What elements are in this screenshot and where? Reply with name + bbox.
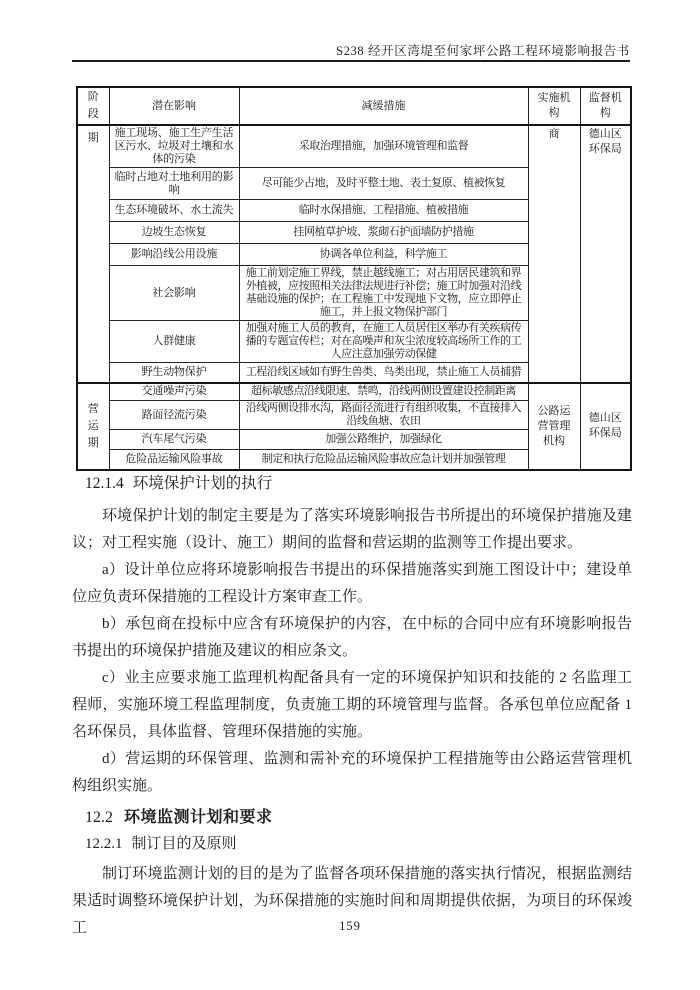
impact-cell: 生态环境破坏、水土流失 bbox=[109, 200, 239, 222]
supervisor-cell: 德山区环保局 bbox=[580, 125, 631, 383]
measure-cell: 加强公路维护，加强绿化 bbox=[239, 430, 528, 450]
col-header-phase: 阶段 bbox=[77, 87, 109, 125]
impact-cell: 危险品运输风险事故 bbox=[109, 450, 239, 470]
col-header-impact: 潜在影响 bbox=[109, 87, 239, 125]
impact-mitigation-table bbox=[76, 86, 632, 471]
section-heading-12-1-4 bbox=[85, 474, 632, 494]
paragraph: 制订环境监测计划的目的是为了监督各项环保措施的落实执行情况，根据监测结果适时调整环境保护计划，为环保措施的实施时间和周期提供依据，为项目的环保竣工 bbox=[72, 866, 632, 936]
impact-cell: 边坡生态恢复 bbox=[109, 222, 239, 244]
impact-cell: 汽车尾气污染 bbox=[109, 430, 239, 450]
impact-cell: 临时占地对土地利用的影响 bbox=[109, 168, 239, 200]
measure-cell: 采取治理措施，加强环境管理和监督 bbox=[239, 125, 528, 168]
paragraph: c）业主应要求施工监理机构配备具有一定的环境保护知识和技能的 2 名监理工程师，实施环境工程监理制度，负责施工期的环境管理与监督。各承包单位应配备 1 名环保员，具体监督、管理环保措施的实施。 bbox=[72, 670, 632, 740]
section-heading-12-2 bbox=[85, 806, 632, 829]
impact-cell: 施工现场、施工生产生活区污水、垃圾对土壤和水体的污染 bbox=[109, 125, 239, 168]
report-title: S238 经开区湾堤至何家坪公路工程环境影响报告书 bbox=[336, 44, 630, 58]
heading-title: 环境保护计划的执行 bbox=[132, 475, 273, 492]
measure-cell: 加强对施工人员的教育，在施工人员居住区举办有关疾病传播的专题宣传栏；对在高噪声和灰尘浓度较高场所工作的工人应注意加强劳动保健 bbox=[239, 321, 528, 363]
heading-number: 12.2 bbox=[85, 809, 113, 826]
phase-cell-construction: 期 bbox=[77, 125, 109, 383]
phase-cell-operation: 营运期 bbox=[77, 383, 109, 470]
impact-cell: 交通噪声污染 bbox=[109, 383, 239, 401]
section-heading-12-2-1 bbox=[85, 834, 632, 855]
document-body bbox=[72, 474, 632, 942]
heading-number: 12.1.4 bbox=[85, 475, 124, 492]
implementer-cell: 商 bbox=[528, 125, 580, 383]
page-number: 159 bbox=[339, 919, 361, 933]
impact-cell: 野生动物保护 bbox=[109, 363, 239, 383]
measure-cell: 协调各单位利益，科学施工 bbox=[239, 244, 528, 266]
implementer-cell: 公路运营管理机构 bbox=[528, 383, 580, 470]
supervisor-cell: 德山区环保局 bbox=[580, 383, 631, 470]
measure-cell: 挂网植草护坡、浆砌石护面墙防护措施 bbox=[239, 222, 528, 244]
table-row bbox=[77, 125, 631, 168]
measure-cell: 临时水保措施、工程措施、植被措施 bbox=[239, 200, 528, 222]
paragraph: b）承包商在投标中应含有环境保护的内容，在中标的合同中应有环境影响报告书提出的环境保护措施及建议的相应条文。 bbox=[72, 616, 632, 659]
heading-title: 制订目的及原则 bbox=[131, 836, 237, 852]
measure-cell: 超标敏感点沿线限速、禁鸣，沿线两侧设置建设控制距离 bbox=[239, 383, 528, 401]
table-header-row bbox=[77, 87, 631, 125]
measure-cell: 制定和执行危险品运输风险事故应急计划并加强管理 bbox=[239, 450, 528, 470]
table-row bbox=[77, 383, 631, 401]
impact-cell: 路面径流污染 bbox=[109, 401, 239, 430]
measure-cell: 尽可能少占地，及时平整土地、表土复原、植被恢复 bbox=[239, 168, 528, 200]
paragraph: a）设计单位应将环境影响报告书提出的环保措施落实到施工图设计中；建设单位应负责环保措施的工程设计方案审查工作。 bbox=[72, 562, 632, 605]
impact-cell: 社会影响 bbox=[109, 266, 239, 321]
col-header-supervisor: 监督机构 bbox=[580, 87, 631, 125]
measure-cell: 沿线两侧设排水沟，路面径流进行有组织收集，不直接排入沿线鱼塘、农田 bbox=[239, 401, 528, 430]
paragraph: d）营运期的环保管理、监测和需补充的环境保护工程措施等由公路运营管理机构组织实施。 bbox=[72, 751, 632, 794]
col-header-measure: 减缓措施 bbox=[239, 87, 528, 125]
measure-cell: 施工前划定施工界线，禁止越线施工；对占用居民建筑和界外植被，应按照相关法律法规进行补偿；施工时加强对沿线基础设施的保护；在工程施工中发现地下文物，应立即停止施工，并上报文物保护部门 bbox=[239, 266, 528, 321]
paragraph: 环境保护计划的制定主要是为了落实环境影响报告书所提出的环境保护措施及建议；对工程实施（设计、施工）期间的监督和营运期的监测等工作提出要求。 bbox=[72, 508, 632, 551]
measure-cell: 工程沿线区域如有野生兽类、鸟类出现，禁止施工人员捕猎 bbox=[239, 363, 528, 383]
heading-number: 12.2.1 bbox=[85, 836, 123, 852]
heading-title: 环境监测计划和要求 bbox=[124, 809, 273, 826]
col-header-implementer: 实施机构 bbox=[528, 87, 580, 125]
impact-cell: 影响沿线公用设施 bbox=[109, 244, 239, 266]
header-rule bbox=[72, 60, 630, 62]
impact-cell: 人群健康 bbox=[109, 321, 239, 363]
